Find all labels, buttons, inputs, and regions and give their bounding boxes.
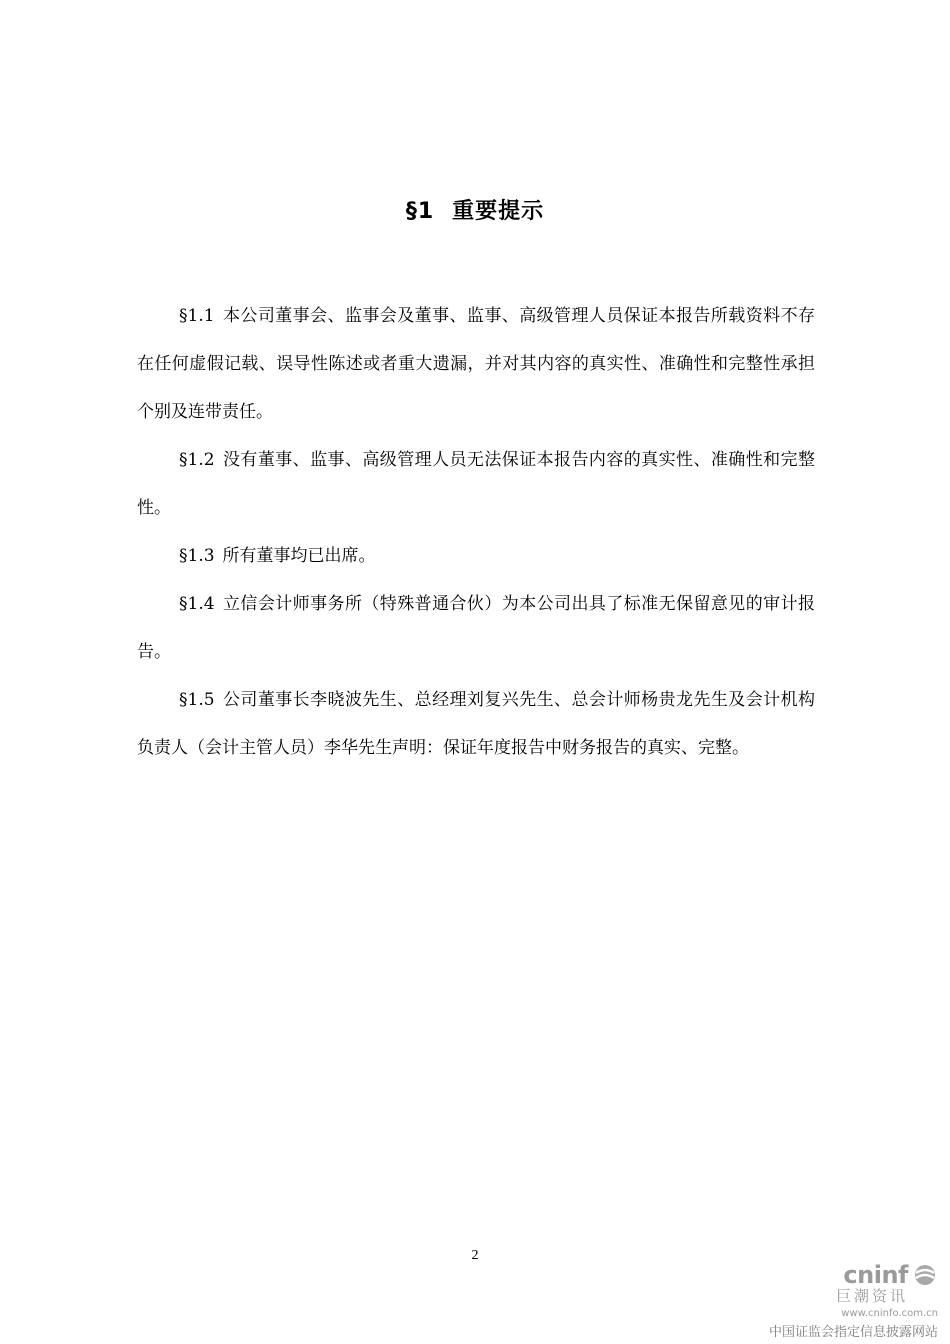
cninfo-swoosh-icon [912,1264,938,1286]
page-title [0,194,950,225]
watermark-url: www.cninfo.com.cn [841,1308,938,1319]
section-title: 重要提示 [452,199,545,224]
paragraph-1-5 [137,676,815,772]
clause-number: §1.2 [179,450,215,470]
clause-number: §1.3 [179,546,215,566]
clause-number: §1.4 [179,594,215,614]
watermark-brand: cninf [843,1261,908,1289]
clause-text: 公司董事长李晓波先生、总经理刘复兴先生、总会计师杨贵龙先生及会计机构负责人（会计主管人员）李华先生声明：保证年度报告中财务报告的真实、完整。 [137,690,815,758]
clause-text: 所有董事均已出席。 [222,546,376,566]
paragraph-1-1 [137,292,815,436]
clause-number: §1.5 [179,690,215,710]
paragraph-1-4 [137,580,815,676]
watermark-tagline: 中国证监会指定信息披露网站 [768,1325,938,1340]
cninfo-watermark [768,1261,938,1340]
clause-number: §1.1 [179,306,215,326]
section-number: §1 [405,199,435,224]
clause-text: 本公司董事会、监事会及董事、监事、高级管理人员保证本报告所载资料不存在任何虚假记载、误导性陈述或者重大遗漏，并对其内容的真实性、准确性和完整性承担个别及连带责任。 [137,306,815,422]
notice-content [137,292,815,772]
paragraph-1-3 [137,532,815,580]
clause-text: 没有董事、监事、高级管理人员无法保证本报告内容的真实性、准确性和完整性。 [137,450,815,518]
watermark-brand-cn: 巨潮资讯 [835,1287,908,1305]
page-number: 2 [471,1248,479,1263]
paragraph-1-2 [137,436,815,532]
clause-text: 立信会计师事务所（特殊普通合伙）为本公司出具了标准无保留意见的审计报告。 [137,594,815,662]
